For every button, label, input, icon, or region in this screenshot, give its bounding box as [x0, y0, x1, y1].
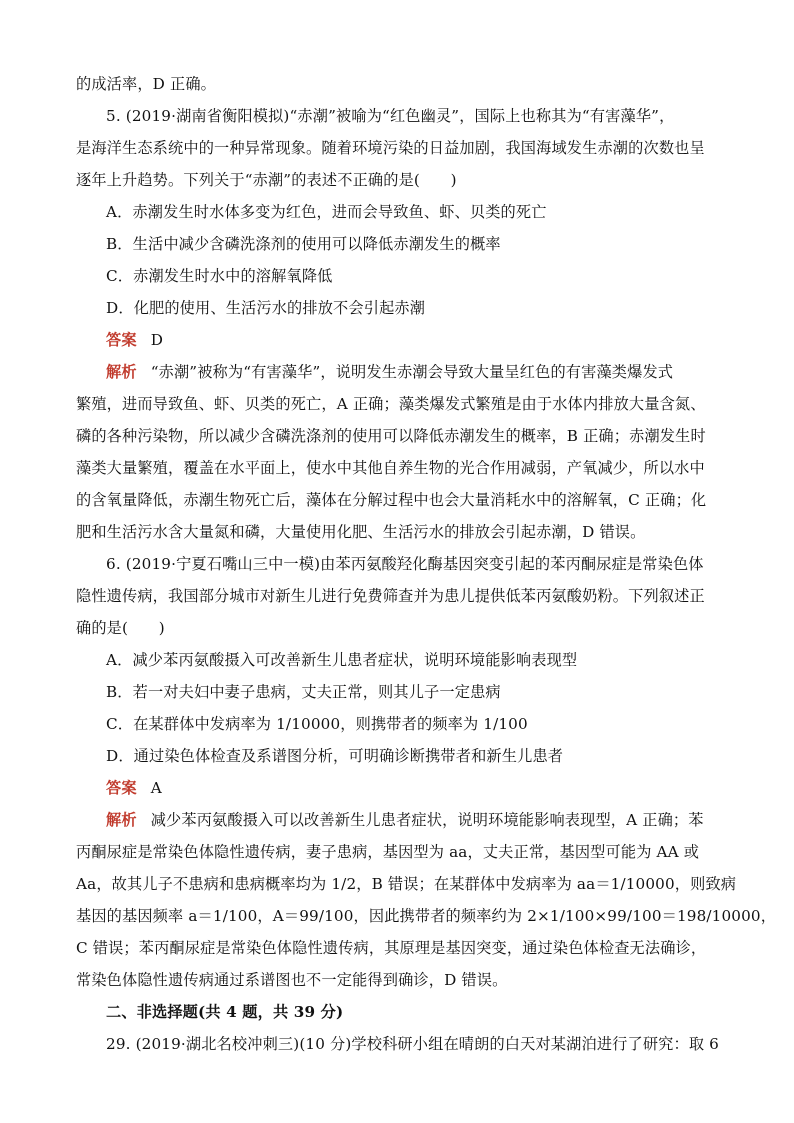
- q6-analysis-text: 减少苯丙氨酸摄入可以改善新生儿患者症状，说明环境能影响表现型，A 正确；苯: [150, 811, 704, 829]
- section-heading: 二、非选择题(共 4 题，共 39 分): [106, 1003, 344, 1021]
- q5-analysis-line: 繁殖，进而导致鱼、虾、贝类的死亡，A 正确；藻类爆发式繁殖是由于水体内排放大量含氮、: [76, 395, 706, 413]
- q5-analysis-line: 的含氧量降低，赤潮生物死亡后，藻体在分解过程中也会大量消耗水中的溶解氧，C 正确；化: [76, 491, 707, 509]
- q6-analysis-line: [106, 810, 704, 830]
- q5-stem-line: 是海洋生态系统中的一种异常现象。随着环境污染的日益加剧，我国海域发生赤潮的次数也呈: [76, 139, 705, 157]
- q5-stem-line: 逐年上升趋势。下列关于“赤潮”的表述不正确的是( ): [76, 171, 457, 189]
- q6-option-d: D．通过染色体检查及系谱图分析，可明确诊断携带者和新生儿患者: [106, 747, 564, 765]
- q5-analysis-text: “赤潮”被称为“有害藻华”，说明发生赤潮会导致大量呈红色的有害藻类爆发式: [150, 363, 674, 381]
- q29-stem-line: 29. (2019·湖北名校冲刺三)(10 分)学校科研小组在晴朗的白天对某湖泊进行了研究：取 6: [106, 1035, 719, 1053]
- q6-analysis-line: 丙酮尿症是常染色体隐性遗传病，妻子患病，基因型为 aa，丈夫正常，基因型可能为 AA 或: [76, 843, 700, 861]
- q6-stem-line: 隐性遗传病，我国部分城市对新生儿进行免费筛查并为患儿提供低苯丙氨酸奶粉。下列叙述正: [76, 587, 705, 605]
- q6-stem-line: 6. (2019·宁夏石嘴山三中一模)由苯丙氨酸羟化酶基因突变引起的苯丙酮尿症是常染色体: [106, 555, 704, 573]
- q5-analysis-label: 解析: [106, 363, 137, 381]
- q5-option-c: C．赤潮发生时水中的溶解氧降低: [106, 267, 333, 285]
- q5-analysis-line: 藻类大量繁殖，覆盖在水平面上，使水中其他自养生物的光合作用减弱，产氧减少，所以水中: [76, 459, 705, 477]
- q5-analysis-line: 磷的各种污染物，所以减少含磷洗涤剂的使用可以降低赤潮发生的概率，B 正确；赤潮发生时: [76, 427, 706, 445]
- q5-option-a: A．赤潮发生时水体多变为红色，进而会导致鱼、虾、贝类的死亡: [106, 203, 547, 221]
- q5-stem-line: 5. (2019·湖南省衡阳模拟)“赤潮”被喻为“红色幽灵”，国际上也称其为“有害藻华”，: [106, 107, 675, 125]
- q6-analysis-line: C 错误；苯丙酮尿症是常染色体隐性遗传病，其原理是基因突变，通过染色体检查无法确诊，: [76, 939, 707, 957]
- q6-option-a: A．减少苯丙氨酸摄入可改善新生儿患者症状，说明环境能影响表现型: [106, 651, 578, 669]
- q6-option-b: B．若一对夫妇中妻子患病，丈夫正常，则其儿子一定患病: [106, 683, 501, 701]
- q5-option-d: D．化肥的使用、生活污水的排放不会引起赤潮: [106, 299, 426, 317]
- q6-stem-line: 确的是( ): [76, 619, 165, 637]
- q6-analysis-line: 常染色体隐性遗传病通过系谱图也不一定能得到确诊，D 错误。: [76, 971, 508, 989]
- q6-analysis-line: 基因的基因频率 a＝1/100，A＝99/100，因此携带者的频率约为 2×1/100×99/100＝198/10000，: [76, 907, 777, 925]
- q6-analysis-label: 解析: [106, 811, 137, 829]
- q6-answer-value: A: [150, 779, 162, 797]
- q5-answer-label: 答案: [106, 331, 137, 349]
- q6-analysis-line: Aa，故其儿子不患病和患病概率均为 1/2，B 错误；在某群体中发病率为 aa＝1/10000，则致病: [76, 875, 737, 893]
- q6-answer-label: 答案: [106, 779, 137, 797]
- q6-option-c: C．在某群体中发病率为 1/10000，则携带者的频率为 1/100: [106, 715, 528, 733]
- q5-option-b: B．生活中减少含磷洗涤剂的使用可以降低赤潮发生的概率: [106, 235, 501, 253]
- q4-tail-text: 的成活率，D 正确。: [76, 75, 217, 93]
- q5-analysis-line: [106, 362, 673, 382]
- q5-answer: [106, 330, 163, 350]
- q5-analysis-line: 肥和生活污水含大量氮和磷，大量使用化肥、生活污水的排放会引起赤潮，D 错误。: [76, 523, 646, 541]
- q5-answer-value: D: [150, 331, 164, 349]
- q6-answer: [106, 778, 162, 798]
